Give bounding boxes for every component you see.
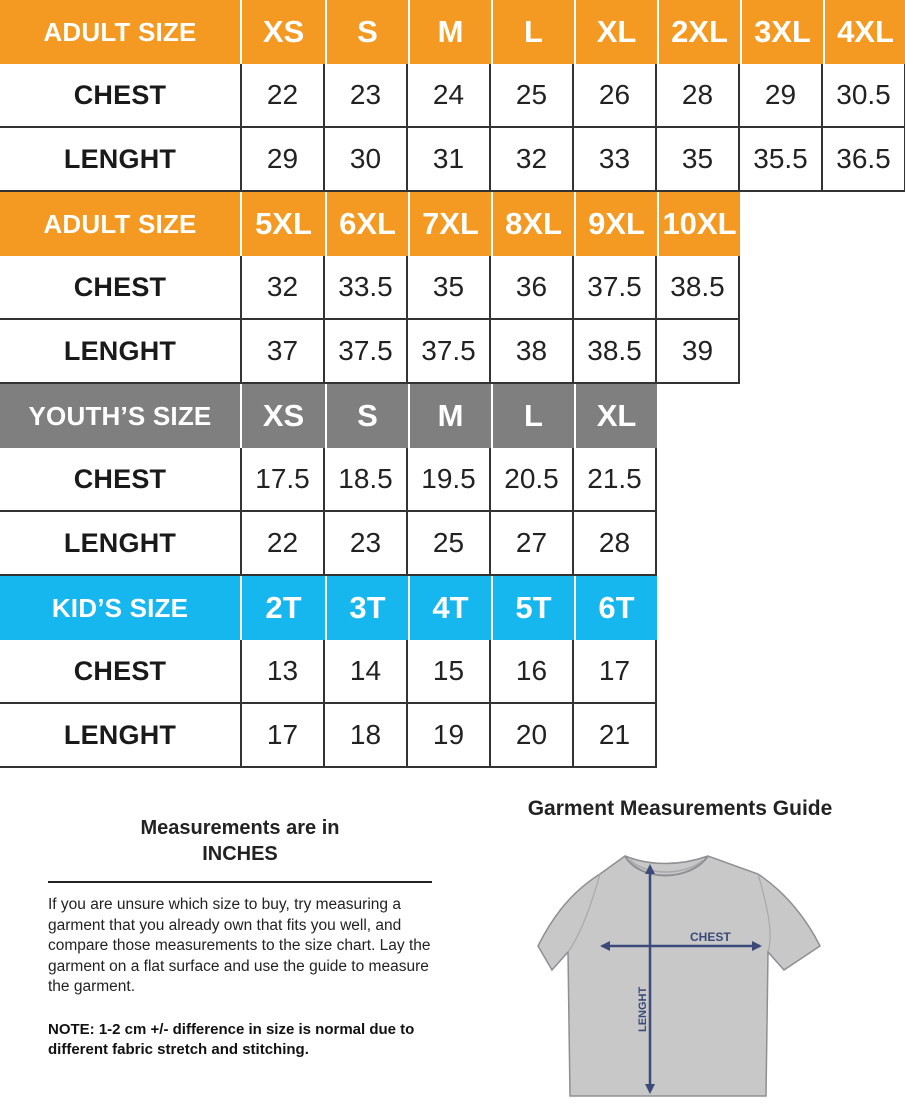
length-row-value: 28: [574, 512, 657, 576]
chest-row-value: 38.5: [657, 256, 740, 320]
size-header-cell: 6T: [574, 576, 657, 640]
length-row-label: LENGHT: [0, 320, 242, 384]
length-row-value: 30: [325, 128, 408, 192]
length-row: [0, 704, 657, 768]
size-header-cell: S: [325, 384, 408, 448]
size-header-cell: L: [491, 0, 574, 64]
chest-row-value: 25: [491, 64, 574, 128]
size-header-cell: 4XL: [823, 0, 905, 64]
length-row-value: 20: [491, 704, 574, 768]
chest-row-value: 18.5: [325, 448, 408, 512]
chest-row-value: 35: [408, 256, 491, 320]
chest-row-value: 33.5: [325, 256, 408, 320]
chest-row-value: 15: [408, 640, 491, 704]
length-row: [0, 128, 905, 192]
length-row-value: 18: [325, 704, 408, 768]
size-header-cell: 10XL: [657, 192, 740, 256]
chest-row-value: 17: [574, 640, 657, 704]
size-header-label: YOUTH’S SIZE: [0, 384, 242, 448]
chest-row-label: CHEST: [0, 256, 242, 320]
size-header-label: KID’S SIZE: [0, 576, 242, 640]
length-row-value: 33: [574, 128, 657, 192]
length-row-value: 39: [657, 320, 740, 384]
size-header-cell: 6XL: [325, 192, 408, 256]
length-row-value: 22: [242, 512, 325, 576]
size-header-label: ADULT SIZE: [0, 192, 242, 256]
chest-label: CHEST: [690, 930, 731, 944]
chest-row-value: 26: [574, 64, 657, 128]
size-header-cell: 4T: [408, 576, 491, 640]
guide-title: Garment Measurements Guide: [527, 797, 833, 820]
size-header-row: [0, 0, 905, 64]
chest-row-value: 28: [657, 64, 740, 128]
size-header-cell: M: [408, 384, 491, 448]
length-row-value: 17: [242, 704, 325, 768]
size-header-cell: XL: [574, 384, 657, 448]
length-row-value: 37: [242, 320, 325, 384]
length-row-label: LENGHT: [0, 704, 242, 768]
size-header-cell: 3XL: [740, 0, 823, 64]
size-header-cell: 5T: [491, 576, 574, 640]
length-row-value: 32: [491, 128, 574, 192]
chest-row-value: 17.5: [242, 448, 325, 512]
size-header-cell: M: [408, 0, 491, 64]
chest-row: [0, 64, 905, 128]
length-row-value: 37.5: [325, 320, 408, 384]
size-header-cell: XS: [242, 0, 325, 64]
size-header-cell: XL: [574, 0, 657, 64]
size-header-cell: XS: [242, 384, 325, 448]
size-header-cell: 3T: [325, 576, 408, 640]
chest-row-value: 19.5: [408, 448, 491, 512]
size-header-cell: 9XL: [574, 192, 657, 256]
chest-row-value: 14: [325, 640, 408, 704]
length-row-value: 25: [408, 512, 491, 576]
chest-row-value: 13: [242, 640, 325, 704]
chest-row-value: 36: [491, 256, 574, 320]
measurement-notes: [48, 815, 432, 1061]
length-row-value: 35: [657, 128, 740, 192]
size-header-cell: 2XL: [657, 0, 740, 64]
chest-row-value: 24: [408, 64, 491, 128]
length-row-value: 23: [325, 512, 408, 576]
chest-row-value: 20.5: [491, 448, 574, 512]
notes-body: If you are unsure which size to buy, try measuring a garment that you already own that fits you well, and compare those measurements to the size chart. Lay the garment on a flat surface and use the guide to measure the garment.: [48, 896, 431, 995]
length-row-value: 19: [408, 704, 491, 768]
size-header-cell: 8XL: [491, 192, 574, 256]
length-row: [0, 512, 657, 576]
length-label: LENGHT: [637, 986, 649, 1032]
notes-title-line1: Measurements are in: [140, 817, 340, 839]
chest-row-value: 29: [740, 64, 823, 128]
chest-row-value: 22: [242, 64, 325, 128]
chest-row: [0, 448, 657, 512]
length-row: [0, 320, 740, 384]
chest-row-value: 16: [491, 640, 574, 704]
notes-title-line2: INCHES: [202, 843, 278, 865]
length-row-label: LENGHT: [0, 512, 242, 576]
chest-row-label: CHEST: [0, 640, 242, 704]
chest-row-value: 32: [242, 256, 325, 320]
chest-row: [0, 640, 657, 704]
length-row-value: 36.5: [823, 128, 905, 192]
length-row-value: 37.5: [408, 320, 491, 384]
chest-row: [0, 256, 740, 320]
length-row-value: 27: [491, 512, 574, 576]
chest-row-label: CHEST: [0, 448, 242, 512]
notes-disclaimer: NOTE: 1-2 cm +/- difference in size is normal due to different fabric stretch and stitching.: [48, 1020, 415, 1058]
length-row-value: 29: [242, 128, 325, 192]
chest-row-value: 30.5: [823, 64, 905, 128]
chest-row-value: 23: [325, 64, 408, 128]
length-row-value: 38.5: [574, 320, 657, 384]
size-header-cell: S: [325, 0, 408, 64]
length-row-label: LENGHT: [0, 128, 242, 192]
length-row-value: 38: [491, 320, 574, 384]
size-header-label: ADULT SIZE: [0, 0, 242, 64]
size-header-cell: 5XL: [242, 192, 325, 256]
length-row-value: 35.5: [740, 128, 823, 192]
notes-divider: [48, 881, 432, 883]
chest-row-value: 21.5: [574, 448, 657, 512]
tshirt-guide-illustration: [530, 842, 830, 1102]
chest-row-value: 37.5: [574, 256, 657, 320]
size-header-row: [0, 384, 657, 448]
size-header-row: [0, 576, 657, 640]
size-header-cell: 7XL: [408, 192, 491, 256]
length-row-value: 21: [574, 704, 657, 768]
size-header-row: [0, 192, 740, 256]
notes-title: [48, 815, 432, 867]
size-header-cell: L: [491, 384, 574, 448]
length-row-value: 31: [408, 128, 491, 192]
chest-row-label: CHEST: [0, 64, 242, 128]
size-header-cell: 2T: [242, 576, 325, 640]
tshirt-shape-icon: [538, 856, 820, 1096]
